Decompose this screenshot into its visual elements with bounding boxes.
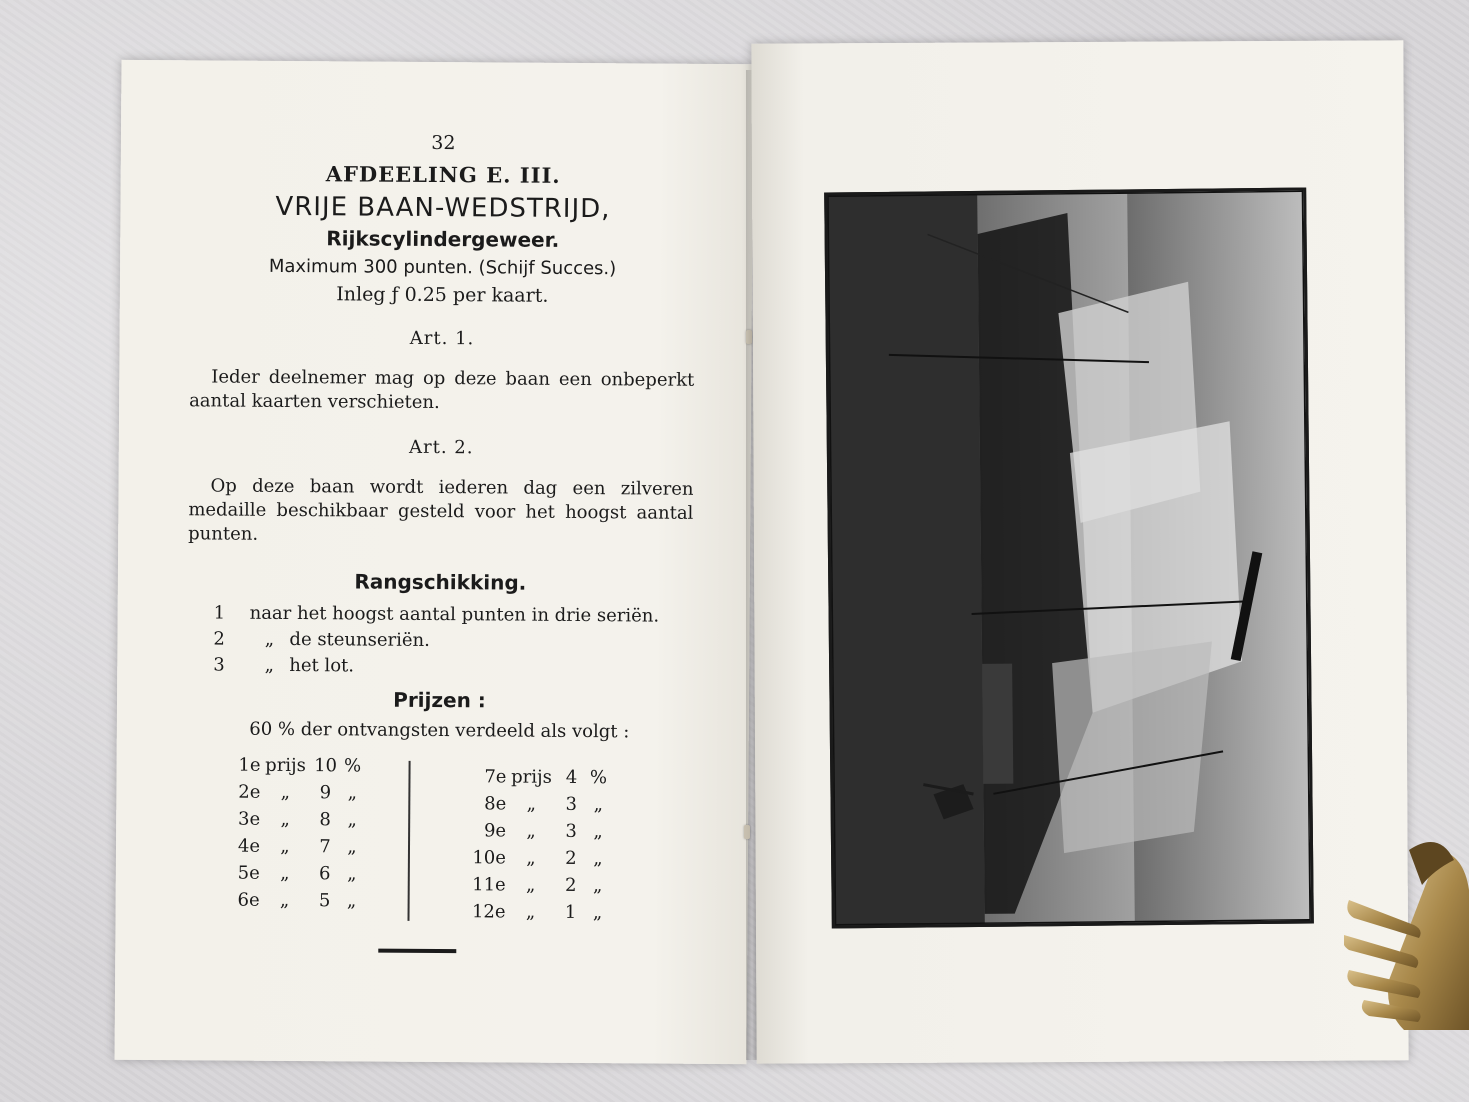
prize-row <box>218 752 364 780</box>
ranking-number: 3 <box>213 654 225 676</box>
ranking-list <box>187 600 693 682</box>
ranking-item <box>188 600 693 630</box>
prize-label: „ <box>526 874 536 896</box>
prize-place: 1e <box>238 754 261 776</box>
prize-label: „ <box>280 862 290 884</box>
open-booklet <box>118 40 1408 1060</box>
prize-row <box>218 832 364 860</box>
article-1-heading: Art. 1. <box>409 327 475 350</box>
prize-place: 9e <box>483 820 507 842</box>
prize-unit: „ <box>593 794 604 816</box>
prizes-intro: 60 % der ontvangsten verdeeld als volgt : <box>249 718 630 743</box>
prize-value: 7 <box>319 836 331 858</box>
prize-value: 10 <box>314 755 338 777</box>
prize-label: prijs <box>511 766 552 788</box>
prize-value: 9 <box>319 782 332 804</box>
prize-label: „ <box>280 781 291 804</box>
prize-row <box>218 779 364 807</box>
prize-place: 5e <box>237 862 260 884</box>
column-divider <box>407 761 410 921</box>
prize-value: 4 <box>565 766 578 789</box>
ranking-item <box>187 626 692 656</box>
prize-unit: „ <box>593 821 603 843</box>
prize-value: 2 <box>565 847 577 870</box>
competition-title: VRIJE BAAN-WEDSTRIJD, <box>275 191 611 225</box>
prize-value: 8 <box>319 809 331 831</box>
prize-place: 2e <box>238 781 261 803</box>
prize-value: 3 <box>565 793 578 816</box>
prize-unit: % <box>589 767 608 789</box>
prizes-heading: Prijzen : <box>393 687 486 713</box>
prize-place: 7e <box>484 766 507 788</box>
prize-row <box>218 806 364 834</box>
article-1-text: Ieder deelnemer mag op deze baan een onbeperkt aantal kaarten verschieten. <box>189 366 695 414</box>
prize-label: „ <box>280 835 290 857</box>
prize-place: 3e <box>238 808 261 830</box>
prize-value: 2 <box>564 874 577 897</box>
prize-place: 11e <box>472 874 506 896</box>
ranking-text: naar het hoogst aantal punten in drie seriën. <box>249 602 660 627</box>
prize-place: 4e <box>237 835 261 857</box>
prize-row <box>464 790 610 818</box>
prizes-column-left <box>218 752 365 915</box>
prize-place: 6e <box>237 889 260 911</box>
prize-row <box>464 817 610 845</box>
harbor-sailboats-photo <box>824 187 1314 928</box>
prize-label: „ <box>526 847 536 869</box>
staple <box>746 330 752 344</box>
prize-unit: „ <box>593 848 603 870</box>
prize-label: „ <box>279 889 290 911</box>
prize-unit: „ <box>592 875 603 897</box>
article-2-heading: Art. 2. <box>408 436 474 459</box>
prize-unit: „ <box>346 890 357 912</box>
prize-unit: „ <box>592 902 603 924</box>
rifle-subtitle: Rijkscylindergeweer. <box>326 226 560 252</box>
prize-row <box>463 898 609 926</box>
prize-value: 1 <box>564 901 577 924</box>
prize-place: 12e <box>471 901 506 923</box>
prize-unit: „ <box>347 809 357 831</box>
prize-row <box>464 871 610 899</box>
left-page-content <box>185 130 696 931</box>
ranking-text: de steunseriën. <box>289 628 430 651</box>
photo-illustration <box>827 191 1311 926</box>
prize-unit: % <box>343 755 362 777</box>
prizes-table <box>185 751 691 931</box>
left-page <box>115 60 754 1064</box>
prize-place: 10e <box>472 847 507 869</box>
ranking-heading: Rangschikking. <box>354 569 527 595</box>
entry-fee: Inleg ƒ 0.25 per kaart. <box>336 283 549 307</box>
prize-unit: „ <box>347 782 358 804</box>
prize-value: 5 <box>318 890 331 912</box>
prize-unit: „ <box>347 863 357 885</box>
prize-place: 8e <box>484 793 507 815</box>
end-rule <box>378 949 456 954</box>
ranking-number: 2 <box>213 628 225 650</box>
prize-label: prijs <box>265 754 306 777</box>
ditto-mark: „ <box>264 654 275 676</box>
maximum-points: Maximum 300 punten. (Schijf Succes.) <box>268 255 617 280</box>
ranking-item <box>187 652 692 682</box>
prize-unit: „ <box>347 836 357 858</box>
article-2-text: Op deze baan wordt iederen dag een zilveren medaille beschikbaar gesteld voor het hoogst aantal punten. <box>188 475 694 545</box>
prizes-column-right <box>463 763 610 926</box>
ranking-text: het lot. <box>289 654 355 677</box>
prize-value: 3 <box>565 820 577 843</box>
ditto-mark: „ <box>264 628 275 650</box>
prize-row <box>464 844 610 872</box>
prize-row <box>218 886 364 914</box>
brass-page-clip <box>1344 830 1469 1030</box>
section-heading: AFDEELING E. III. <box>325 161 561 188</box>
prize-label: „ <box>526 793 537 815</box>
page-number: 32 <box>431 131 456 155</box>
ranking-number: 1 <box>213 602 226 624</box>
prize-label: „ <box>525 901 536 923</box>
staple <box>744 825 750 839</box>
prize-row <box>218 859 364 887</box>
prize-value: 6 <box>319 863 331 885</box>
prize-label: „ <box>526 820 536 842</box>
prize-label: „ <box>280 808 290 830</box>
prize-row <box>464 763 610 791</box>
